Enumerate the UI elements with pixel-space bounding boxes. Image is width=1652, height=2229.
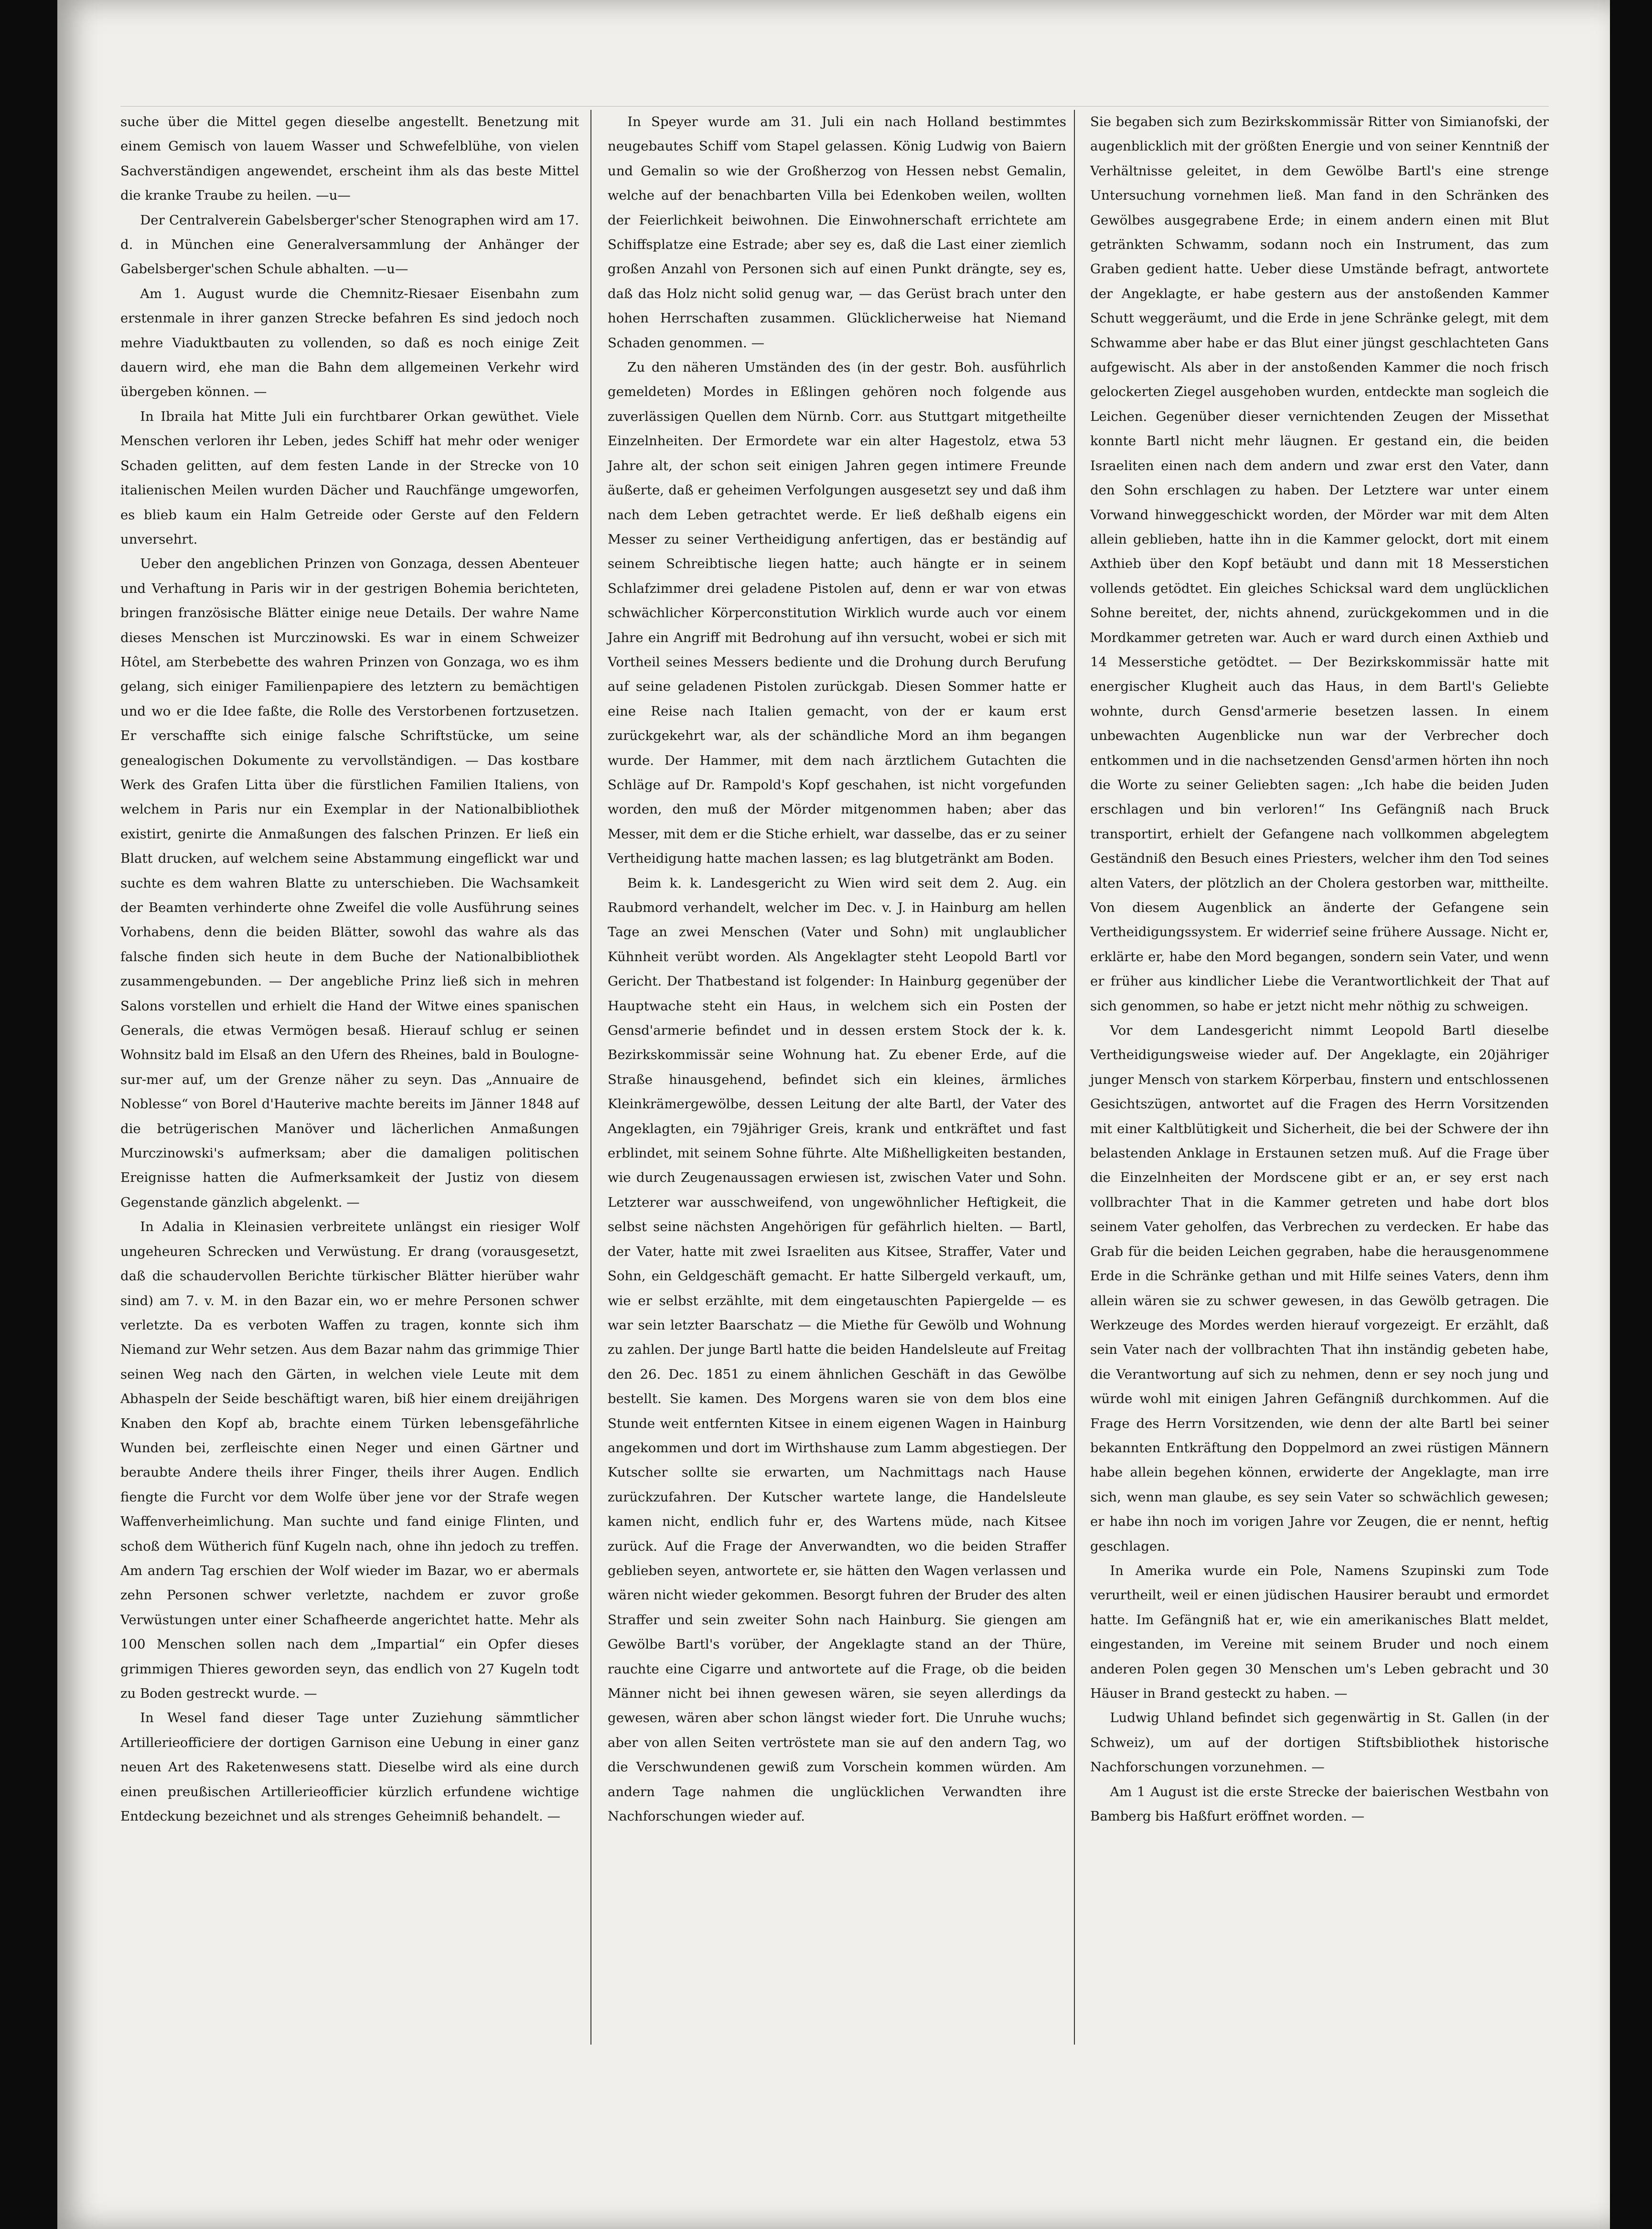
article-paragraph: Am 1. August wurde die Chemnitz-Riesaer Eisenbahn zum erstenmale in ihrer ganzen Strecke befahren Es sind jedoch noch mehre Viaduktbauten zu vollenden, so daß es noch einige Zeit dauern wird, ehe man die Bahn dem allgemeinen Verkehr wird übergeben können. — bbox=[120, 286, 579, 400]
article-paragraph: Der Centralverein Gabelsberger'scher Stenographen wird am 17. d. in München eine Generalversammlung der Anhänger der Gabelsberger'schen Schule abhalten. —u— bbox=[120, 212, 579, 277]
column-divider bbox=[590, 110, 591, 2045]
top-rule bbox=[120, 106, 1549, 107]
article-paragraph: In Amerika wurde ein Pole, Namens Szupinski zum Tode verurtheilt, weil er einen jüdischen Hausirer beraubt und ermordet hatte. Im Gefängniß hat er, wie ein amerikanisches Blatt meldet, eingestanden, im Vereine mit seinem Bruder und noch einem anderen Polen gegen 30 Menschen um's Leben gebracht und 30 Häuser in Brand gesteckt zu haben. — bbox=[1090, 1563, 1549, 1701]
article-paragraph: Beim k. k. Landesgericht zu Wien wird seit dem 2. Aug. ein Raubmord verhandelt, welcher im Dec. v. J. in Hainburg am hellen Tage an zwei Menschen (Vater und Sohn) mit unglaublicher Kühnheit verübt worden. Als Angeklagter steht Leopold Bartl vor Gericht. Der Thatbestand ist folgender: In Hainburg gegenüber der Hauptwache steht ein Haus, in welchem sich ein Posten der Gensd'armerie befindet und in dessen erstem Stock der k. k. Bezirkskommissär seine Wohnung hat. Zu ebener Erde, auf die Straße hinausgehend, befindet sich ein kleines, ärmliches Kleinkrämergewölbe, dessen Leitung der alte Bartl, der Vater des Angeklagten, ein 79jähriger Greis, krank und entkräftet und fast erblindet, mit seinem Sohne führte. Alte Mißhelligkeiten bestanden, wie durch Zeugenaussagen erwiesen ist, zwischen Vater und Sohn. Letzterer war ausschweifend, von ungewöhnlicher Heftigkeit, die selbst seine nächsten Angehörigen für gefährlich hielten. — Bartl, der Vater, hatte mit zwei Israeliten aus Kitsee, Straffer, Vater und Sohn, ein Geldgeschäft gemacht. Er hatte Silbergeld verkauft, um, wie er selbst erzählte, mit dem eingetauschten Papiergelde — es war sein letzter Baarschatz — die Miethe für Gewölb und Wohnung zu zahlen. Der junge Bartl hatte die beiden Handelsleute auf Freitag den 26. Dec. 1851 zu einem ähnlichen Geschäft in das Gewölbe bestellt. Sie kamen. Des Morgens waren sie von dem blos eine Stunde weit entfernten Kitsee in einem eigenen Wagen in Hainburg angekommen und dort im Wirthshause zum Lamm abgestiegen. Der Kutscher sollte sie erwarten, um Nachmittags nach Hause zurückzufahren. Der Kutscher wartete lange, die Handelsleute kamen nicht, endlich fuhr er, des Wartens müde, nach Kitsee zurück. Auf die Frage der Anverwandten, wo die beiden Straffer geblieben seyen, antwortete er, sie hätten den Wagen verlassen und wären nicht wieder gekommen. Besorgt fuhren der Bruder des alten Straffer und sein zweiter Sohn nach Hainburg. Sie giengen am Gewölbe Bartl's vorüber, der Angeklagte stand an der Thüre, rauchte eine Cigarre und antwortete auf die Frage, ob die beiden Männer nicht bei ihnen gewesen wären, sie seyen allerdings da gewesen, wären aber schon längst wieder fort. Die Unruhe wuchs; aber von allen Seiten vertröstete man sie auf den andern Tag, wo die Verschwundenen gewiß zum Vorschein kommen würden. Am andern Tage nahmen die unglücklichen Verwandten ihre Nachforschungen wieder auf. bbox=[608, 875, 1066, 1824]
text-column-1 bbox=[120, 110, 579, 1829]
article-paragraph: Ludwig Uhland befindet sich gegenwärtig in St. Gallen (in der Schweiz), um auf der dortigen Stiftsbibliothek historische Nachforschungen vorzunehmen. — bbox=[1090, 1710, 1549, 1775]
article-paragraph: Zu den näheren Umständen des (in der gestr. Boh. ausführlich gemeldeten) Mordes in Eßlingen gehören noch folgende aus zuverlässigen Quellen dem Nürnb. Corr. aus Stuttgart mitgetheilte Einzelnheiten. Der Ermordete war ein alter Hagestolz, etwa 53 Jahre alt, der schon seit einigen Jahren gegen intimere Freunde äußerte, daß er geheimen Verfolgungen ausgesetzt sey und daß ihm nach dem Leben getrachtet werde. Er ließ deßhalb eigens ein Messer zu seiner Vertheidigung anfertigen, das er beständig auf seinem Schreibtische liegen hatte; auch hängte er in seinem Schlafzimmer drei geladene Pistolen auf, denn er war von etwas schwächlicher Körperconstitution Wirklich wurde auch vor einem Jahre ein Angriff mit Bedrohung auf ihn versucht, wobei er sich mit Vortheil seines Messers bediente und die Drohung durch Berufung auf seine geladenen Pistolen zurückgab. Diesen Sommer hatte er eine Reise nach Italien gemacht, von der er kaum erst zurückgekehrt war, als der schändliche Mord an ihm begangen wurde. Der Hammer, mit dem nach ärztlichem Gutachten die Schläge auf Dr. Rampold's Kopf geschahen, ist nicht vorgefunden worden, den muß der Mörder mitgenommen haben; aber das Messer, mit dem er die Stiche erhielt, war dasselbe, das er zu seiner Vertheidigung hatte machen lassen; es lag blutgetränkt am Boden. bbox=[608, 360, 1066, 867]
article-paragraph: suche über die Mittel gegen dieselbe angestellt. Benetzung mit einem Gemisch von lauem Wasser und Schwefelblühe, von vielen Sachverständigen angewendet, erscheint ihm als das beste Mittel die kranke Traube zu heilen. —u— bbox=[120, 114, 579, 204]
article-paragraph: In Ibraila hat Mitte Juli ein furchtbarer Orkan gewüthet. Viele Menschen verloren ihr Leben, jedes Schiff hat mehr oder weniger Schaden gelitten, auf dem festen Lande in der Strecke von 10 italienischen Meilen wurden Dächer und Rauchfänge umgeworfen, es blieb kaum ein Halm Getreide oder Gerste auf den Feldern unversehrt. bbox=[120, 408, 579, 547]
column-divider bbox=[1074, 110, 1075, 2045]
text-column-3 bbox=[1090, 110, 1549, 1829]
article-paragraph: Vor dem Landesgericht nimmt Leopold Bartl dieselbe Vertheidigungsweise wieder auf. Der Angeklagte, ein 20jähriger junger Mensch von starkem Körperbau, finstern und entschlossenen Gesichtszügen, antwortet auf die Fragen des Herrn Vorsitzenden mit einer Kaltblütigkeit und Sicherheit, die bei der Schwere der ihn belastenden Anklage in Erstaunen setzen muß. Auf die Frage über die Einzelnheiten der Mordscene gibt er an, er sey erst nach vollbrachter That in die Kammer getreten und habe dort blos seinem Vater geholfen, das Verbrechen zu verdecken. Er habe das Grab für die beiden Leichen gegraben, habe die herausgenommene Erde in die Schränke gethan und mit Hilfe seines Vaters, denn ihm allein wären sie zu schwer gewesen, in das Gewölb getragen. Die Werkzeuge des Mordes werden hierauf vorgezeigt. Er erzählt, daß sein Vater nach der vollbrachten That ihn inständig gebeten habe, die Verantwortung auf sich zu nehmen, denn er sey noch jung und würde wohl mit einigen Jahren Gefängniß durchkommen. Auf die Frage des Herrn Vorsitzenden, wie denn der alte Bartl bei seiner bekannten Entkräftung den Doppelmord an zwei rüstigen Männern habe allein begehen können, erwiderte der Angeklagte, man irre sich, wenn man glaube, es sey sein Vater so schwächlich gewesen; er habe ihn noch im vorigen Jahre vor Zeugen, die er nennt, heftig geschlagen. bbox=[1090, 1023, 1549, 1554]
text-column-2 bbox=[608, 110, 1066, 1829]
article-paragraph: Am 1 August ist die erste Strecke der baierischen Westbahn von Bamberg bis Haßfurt eröffnet worden. — bbox=[1090, 1784, 1549, 1824]
article-paragraph: In Wesel fand dieser Tage unter Zuziehung sämmtlicher Artillerieofficiere der dortigen Garnison eine Uebung in einer ganz neuen Art des Raketenwesens statt. Dieselbe wird als eine durch einen preußischen Artillerieofficier kürzlich erfundene wichtige Entdeckung bezeichnet und als strenges Geheimniß behandelt. — bbox=[120, 1710, 579, 1824]
article-paragraph: In Speyer wurde am 31. Juli ein nach Holland bestimmtes neugebautes Schiff vom Stapel gelassen. König Ludwig von Baiern und Gemalin so wie der Großherzog von Hessen nebst Gemalin, welche auf der benachbarten Villa bei Edenkoben weilen, wollten der Feierlichkeit beiwohnen. Die Einwohnerschaft errichtete am Schiffsplatze eine Estrade; aber sey es, daß die Last einer ziemlich großen Anzahl von Personen sich auf einen Punkt drängte, sey es, daß das Holz nicht solid genug war, — das Gerüst brach unter den hohen Herrschaften zusammen. Glücklicherweise hat Niemand Schaden genommen. — bbox=[608, 114, 1066, 351]
article-paragraph: Ueber den angeblichen Prinzen von Gonzaga, dessen Abenteuer und Verhaftung in Paris wir in der gestrigen Bohemia berichteten, bringen französische Blätter einige neue Details. Der wahre Name dieses Menschen ist Murczinowski. Es war in einem Schweizer Hôtel, am Sterbebette des wahren Prinzen von Gonzaga, wo es ihm gelang, sich einiger Familienpapiere des letztern zu bemächtigen und wo er die Idee faßte, die Rolle des Verstorbenen fortzusetzen. Er verschaffte sich einige falsche Schriftstücke, um seine genealogischen Dokumente zu vervollständigen. — Das kostbare Werk des Grafen Litta über die fürstlichen Familien Italiens, von welchem in Paris nur ein Exemplar in der Nationalbibliothek existirt, genirte die Anmaßungen des falschen Prinzen. Er ließ ein Blatt drucken, auf welchem seine Abstammung eingeflickt war und suchte es dem wahren Blatte zu unterschieben. Die Wachsamkeit der Beamten verhinderte ohne Zweifel die volle Ausführung seines Vorhabens, denn die beiden Blätter, sowohl das wahre als das falsche finden sich heute in dem Buche der Nationalbibliothek zusammengebunden. — Der angebliche Prinz ließ sich in mehren Salons vorstellen und erhielt die Hand der Witwe eines spanischen Generals, die etwas Vermögen besaß. Hierauf schlug er seinen Wohnsitz bald im Elsaß an den Ufern des Rheines, bald in Boulogne-sur-mer auf, um der Grenze näher zu seyn. Das „Annuaire de Noblesse“ von Borel d'Hauterive machte bereits im Jänner 1848 auf die betrügerischen Manöver und lächerlichen Anmaßungen Murczinowski's aufmerksam; aber die damaligen politischen Ereignisse hatten die Aufmerksamkeit der Justiz von diesem Gegenstande gänzlich abgelenkt. — bbox=[120, 556, 579, 1210]
article-paragraph: In Adalia in Kleinasien verbreitete unlängst ein riesiger Wolf ungeheuren Schrecken und Verwüstung. Er drang (vorausgesetzt, daß die schaudervollen Berichte türkischer Blätter hierüber wahr sind) am 7. v. M. in den Bazar ein, wo er mehre Personen schwer verletzte. Da es verboten Waffen zu tragen, konnte sich ihm Niemand zur Wehr setzen. Aus dem Bazar nahm das grimmige Thier seinen Weg nach den Gärten, in welchen viele Leute mit dem Abhaspeln der Seide beschäftigt waren, biß hier einem dreijährigen Knaben den Kopf ab, brachte einem Türken lebensgefährliche Wunden bei, zerfleischte einen Neger und einen Gärtner und beraubte Andere theils ihrer Finger, theils ihrer Augen. Endlich fiengte die Furcht vor dem Wolfe über jene vor der Strafe wegen Waffenverheimlichung. Man suchte und fand einige Flinten, und schoß dem Wütherich fünf Kugeln nach, ohne ihn jedoch zu treffen. Am andern Tag erschien der Wolf wieder im Bazar, wo er abermals zehn Personen schwer verletzte, nachdem er zuvor große Verwüstungen unter einer Schafheerde angerichtet hatte. Mehr als 100 Menschen sollen nach dem „Impartial“ ein Opfer dieses grimmigen Thieres geworden seyn, das endlich von 27 Kugeln todt zu Boden gestreckt wurde. — bbox=[120, 1219, 579, 1701]
article-paragraph: Sie begaben sich zum Bezirkskommissär Ritter von Simianofski, der augenblicklich mit der größten Energie und von seiner Kenntniß der Verhältnisse geleitet, in dem Gewölbe Bartl's eine strenge Untersuchung vornehmen ließ. Man fand in den Schränken des Gewölbes ausgegrabene Erde; in einem andern einen mit Blut getränkten Schwamm, sodann noch ein Instrument, das zum Graben gedient hatte. Ueber diese Umstände befragt, antwortete der Angeklagte, er habe gestern aus der anstoßenden Kammer Schutt weggeräumt, und die Erde in jene Schränke gelegt, mit dem Schwamme aber habe er das Blut einer jüngst geschlachteten Gans aufgewischt. Als aber in der anstoßenden Kammer die noch frisch gelockerten Ziegel ausgehoben wurden, entdeckte man sogleich die Leichen. Gegenüber dieser vernichtenden Zeugen der Missethat konnte Bartl nicht mehr läugnen. Er gestand ein, die beiden Israeliten einen nach dem andern und zwar erst den Vater, dann den Sohn erschlagen zu haben. Der Letztere war unter einem Vorwand hinweggeschickt worden, der Mörder war mit dem Alten allein geblieben, hatte ihn in die Kammer gelockt, dort mit einem Axthieb über den Kopf betäubt und dann mit 18 Messerstichen vollends getödtet. Ein gleiches Schicksal ward dem unglücklichen Sohne bereitet, der, nichts ahnend, zurückgekommen und in die Mordkammer getreten war. Auch er ward durch einen Axthieb und 14 Messerstiche getödtet. — Der Bezirkskommissär hatte mit energischer Klugheit auch das Haus, in dem Bartl's Geliebte wohnte, durch Gensd'armerie besetzen lassen. In einem unbewachten Augenblicke nun war der Verbrecher doch entkommen und in die nachsetzenden Gensd'armen hörten ihn noch die Worte zu seiner Geliebten sagen: „Ich habe die beiden Juden erschlagen und bin verloren!“ Ins Gefängniß nach Bruck transportirt, erhielt der Gefangene nach vollkommen abgelegtem Geständniß den Besuch eines Priesters, welcher ihm den Tod seines alten Vaters, der plötzlich an der Cholera gestorben war, mittheilte. Von diesem Augenblick an änderte der Gefangene sein Vertheidigungssystem. Er widerrief seine frühere Aussage. Nicht er, erklärte er, habe den Mord begangen, sondern sein Vater, und wenn er früher aus kindlicher Liebe die Verantwortlichkeit der That auf sich genommen, so habe er jetzt nicht mehr nöthig zu schweigen. bbox=[1090, 114, 1549, 1014]
